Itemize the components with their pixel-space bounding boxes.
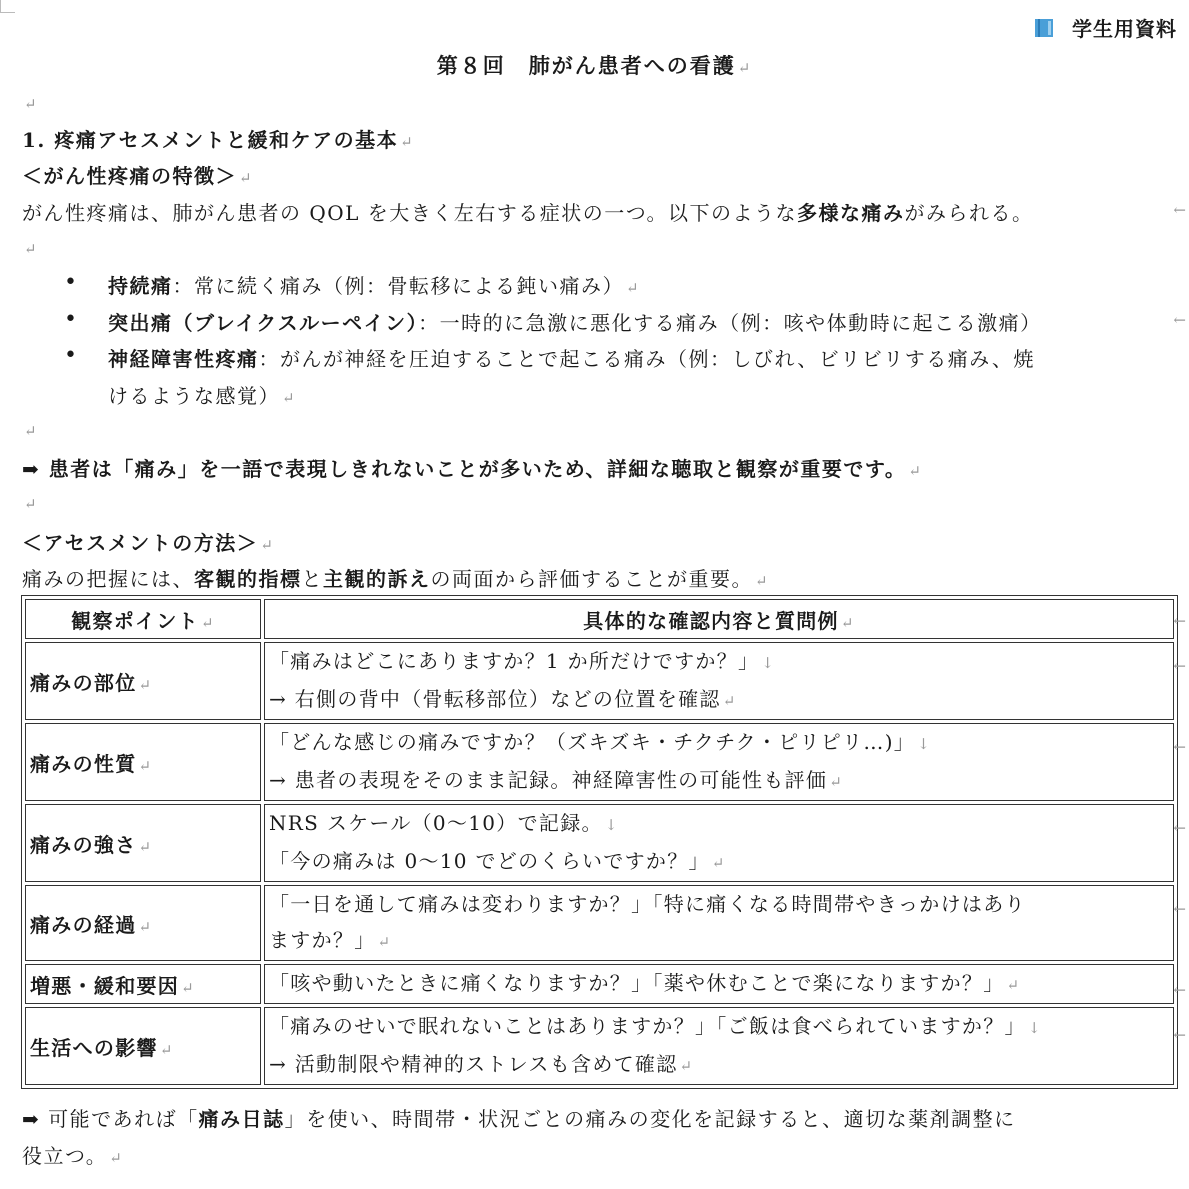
cell-end-mark: ← bbox=[1173, 612, 1186, 630]
cell-end-mark: ← bbox=[1173, 1026, 1186, 1044]
intro-paragraph: がん性疼痛は、肺がん患者の QOL を大きく左右する症状の一つ。以下のような多様な痛みがみられる。 bbox=[22, 201, 1034, 225]
formatting-mark: ↵ bbox=[840, 613, 855, 632]
cell-end-mark: ← bbox=[1173, 201, 1186, 219]
formatting-mark: ↓ bbox=[917, 735, 931, 753]
table-row bbox=[25, 1007, 1174, 1085]
formatting-mark: ↓ bbox=[1027, 1019, 1042, 1037]
observation-point: 痛みの部位 ↵ bbox=[25, 642, 261, 720]
cell-end-mark: ← bbox=[1173, 981, 1186, 999]
table-header-cell: 観察ポイント ↵ bbox=[25, 599, 261, 639]
formatting-mark: ↵ bbox=[282, 389, 297, 407]
formatting-mark: ↵ bbox=[24, 95, 39, 113]
subsection-heading: ＜がん性疼痛の特徴＞ ↵ bbox=[22, 164, 254, 188]
diary-note: ➡ 可能であれば「痛み日誌」を使い、時間帯・状況ごとの痛みの変化を記録すると、適切な薬剤調整に bbox=[22, 1107, 1016, 1131]
formatting-mark: ↵ bbox=[711, 854, 726, 872]
formatting-mark: ↵ bbox=[400, 133, 415, 151]
key-note: ➡ 患者は「痛み」を一語で表現しきれないことが多いため、詳細な聴取と観察が重要です。 ↵ bbox=[22, 457, 923, 481]
observation-point: 痛みの強さ ↵ bbox=[25, 804, 261, 882]
table-row bbox=[25, 885, 1174, 961]
formatting-mark: ↵ bbox=[109, 1149, 124, 1167]
observation-detail: 「痛みのせいで眠れないことはありますか？」「ご飯は食べられていますか？」 ↓ → 活動制限や精神的ストレスも含めて確認 ↵ bbox=[264, 1007, 1174, 1085]
formatting-mark: ↵ bbox=[829, 773, 844, 791]
formatting-mark: ↵ bbox=[239, 169, 254, 187]
observation-detail: 「一日を通して痛みは変わりますか？」「特に痛くなる時間帯やきっかけはあり ますか？」 ↵ bbox=[264, 885, 1174, 961]
table-header-cell: 具体的な確認内容と質問例 ↵ bbox=[264, 599, 1174, 639]
bullet-item-continuation: けるような感覚） ↵ bbox=[108, 384, 297, 408]
cell-end-mark: ← bbox=[1173, 657, 1186, 675]
formatting-mark: ↵ bbox=[260, 536, 275, 554]
formatting-mark: ↵ bbox=[181, 978, 195, 997]
arrow-icon: ➡ bbox=[22, 457, 41, 481]
empty-paragraph bbox=[22, 235, 38, 259]
table-header-row bbox=[25, 599, 1174, 639]
table-row bbox=[25, 804, 1174, 882]
formatting-mark: ↵ bbox=[908, 462, 923, 480]
assessment-table bbox=[21, 595, 1178, 1089]
formatting-mark: ↵ bbox=[626, 279, 641, 297]
empty-paragraph bbox=[22, 90, 38, 114]
formatting-mark: ↵ bbox=[737, 59, 753, 77]
book-icon bbox=[1034, 18, 1054, 38]
formatting-mark: ↓ bbox=[761, 654, 776, 672]
empty-paragraph bbox=[22, 417, 38, 441]
formatting-mark: ↓ bbox=[604, 816, 619, 834]
formatting-mark: ↵ bbox=[200, 613, 215, 632]
bullet-dot: • bbox=[64, 270, 77, 295]
observation-detail: 「痛みはどこにありますか？1 か所だけですか？」 ↓ → 右側の背中（骨転移部位）などの位置を確認 ↵ bbox=[264, 642, 1174, 720]
cell-end-mark: ← bbox=[1173, 819, 1186, 837]
observation-point: 増悪・緩和要因 ↵ bbox=[25, 964, 261, 1004]
formatting-mark: ↵ bbox=[138, 837, 153, 856]
formatting-mark: ↵ bbox=[138, 917, 153, 936]
formatting-mark: ↵ bbox=[24, 495, 39, 513]
subsection-heading: ＜アセスメントの方法＞ ↵ bbox=[22, 531, 275, 555]
cell-end-mark: ← bbox=[1173, 900, 1186, 918]
bullet-item: 突出痛（ブレイクスルーペイン）：一時的に急激に悪化する痛み（例：咳や体動時に起こる激痛） bbox=[108, 311, 1042, 335]
document-title: 第８回 肺がん患者への看護 ↵ bbox=[436, 53, 753, 78]
bullet-dot: • bbox=[64, 343, 77, 368]
observation-detail: 「どんな感じの痛みですか？（ズキズキ・チクチク・ピリピリ…)」 ↓ → 患者の表現をそのまま記録。神経障害性の可能性も評価 ↵ bbox=[264, 723, 1174, 801]
diary-note-continuation: 役立つ。 ↵ bbox=[22, 1144, 124, 1168]
bullet-item: 神経障害性疼痛：がんが神経を圧迫することで起こる痛み（例：しびれ、ビリビリする痛み、焼 bbox=[108, 347, 1035, 371]
crop-mark bbox=[0, 0, 15, 13]
formatting-mark: ↵ bbox=[1006, 976, 1021, 994]
cell-end-mark: ← bbox=[1173, 311, 1186, 329]
formatting-mark: ↵ bbox=[24, 240, 39, 258]
bullet-dot: • bbox=[64, 307, 77, 332]
arrow-icon: ➡ bbox=[22, 1107, 41, 1131]
formatting-mark: ↵ bbox=[377, 933, 392, 951]
observation-point: 痛みの性質 ↵ bbox=[25, 723, 261, 801]
formatting-mark: ↵ bbox=[679, 1057, 694, 1075]
bullet-item: 持続痛：常に続く痛み（例：骨転移による鈍い痛み） ↵ bbox=[108, 274, 641, 298]
formatting-mark: ↵ bbox=[138, 756, 153, 775]
observation-detail: 「咳や動いたときに痛くなりますか？」「薬や休むことで楽になりますか？」 ↵ bbox=[264, 964, 1174, 1004]
formatting-mark: ↵ bbox=[159, 1040, 174, 1059]
section-heading: 1. 疼痛アセスメントと緩和ケアの基本 ↵ bbox=[22, 128, 415, 152]
table-row bbox=[25, 964, 1174, 1004]
observation-point: 生活への影響 ↵ bbox=[25, 1007, 261, 1085]
formatting-mark: ↵ bbox=[24, 422, 39, 440]
table-row bbox=[25, 723, 1174, 801]
handout-label-text: 学生用資料 bbox=[1072, 17, 1177, 41]
observation-detail: NRS スケール（0〜10）で記録。 ↓ 「今の痛みは 0〜10 でどのくらいですか？」 ↵ bbox=[264, 804, 1174, 882]
observation-point: 痛みの経過 ↵ bbox=[25, 885, 261, 961]
handout-label bbox=[1034, 13, 1177, 42]
method-paragraph: 痛みの把握には、客観的指標と主観的訴えの両面から評価することが重要。 ↵ bbox=[22, 567, 770, 591]
table-row bbox=[25, 642, 1174, 720]
cell-end-mark: ← bbox=[1173, 738, 1186, 756]
empty-paragraph bbox=[22, 490, 38, 514]
formatting-mark: ↵ bbox=[722, 692, 737, 710]
formatting-mark: ↵ bbox=[138, 675, 153, 694]
formatting-mark: ↵ bbox=[755, 572, 770, 590]
